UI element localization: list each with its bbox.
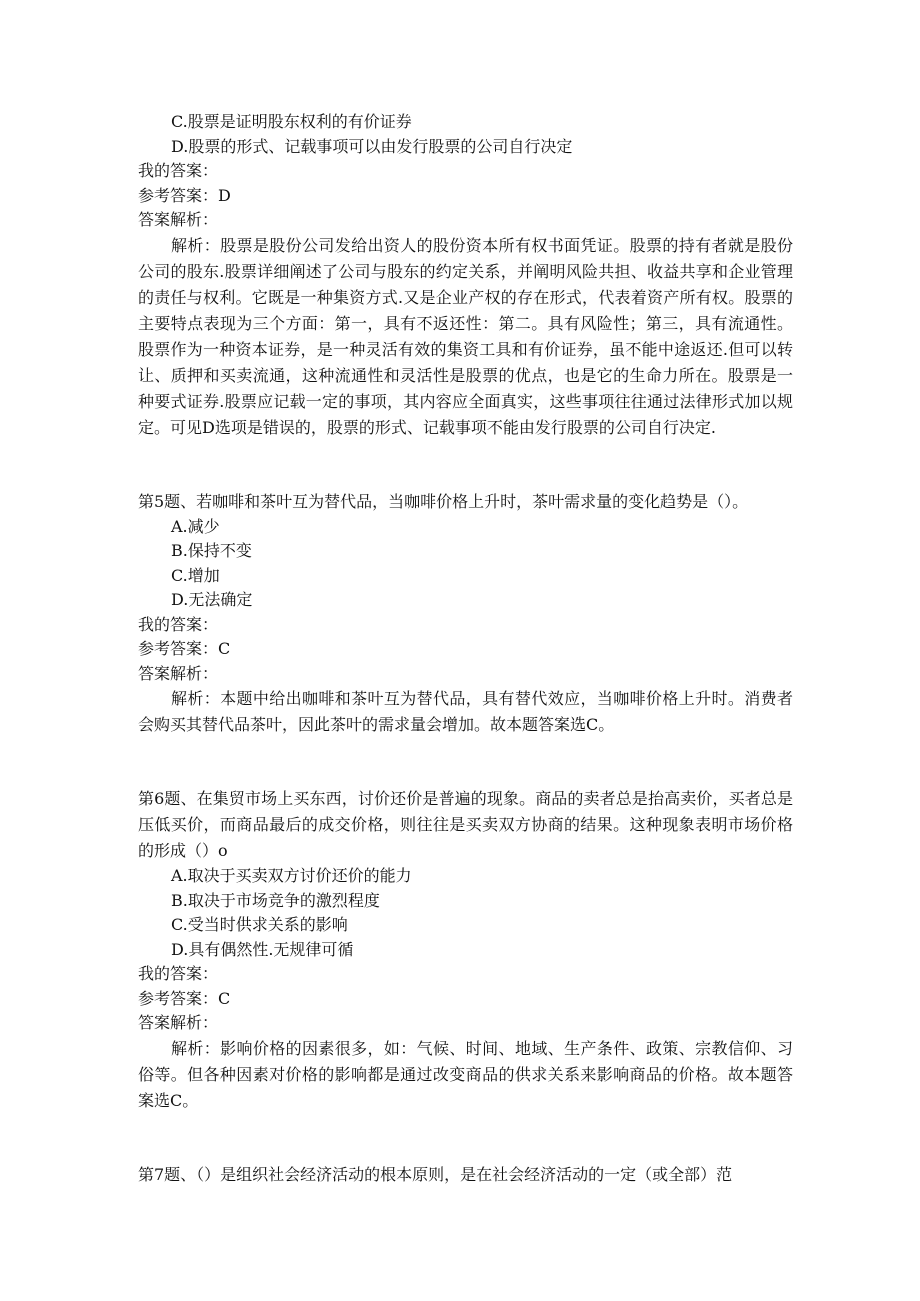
question-4-block [138, 110, 793, 441]
q5-explanation-label: 答案解析： [138, 663, 219, 683]
q5-option-b: B.保持不变 [171, 541, 252, 560]
q4-explanation-label: 答案解析： [138, 210, 219, 229]
q7-question: 第7题、（）是组织社会经济活动的根本原则，是在社会经济活动的一定（或全部）范 [138, 1164, 733, 1184]
q5-option-d: D.无法确定 [171, 590, 253, 609]
spacer [138, 1114, 793, 1162]
q6-explanation-label: 答案解析： [138, 1013, 219, 1032]
spacer [138, 441, 793, 489]
q4-option-d: D.股票的形式、记载事项可以由发行股票的公司自行决定 [171, 136, 573, 156]
document-page [138, 110, 793, 1188]
q6-option-a: A.取决于买卖双方讨价还价的能力 [171, 866, 412, 885]
question-7-block [138, 1162, 793, 1188]
q6-question: 第6题、在集贸市场上买东西，讨价还价是普遍的现象。商品的卖者总是抬高卖价，买者总是压低买价，而商品最后的成交价格，则往往是买卖双方协商的结果。这种现象表明市场价格的形成（）o [138, 789, 793, 860]
q6-explanation: 解析：影响价格的因素很多，如：气候、时间、地域、生产条件、政策、宗教信仰、习俗等。但各种因素对价格的影响都是通过改变商品的供求关系来影响商品的价格。故本题答案选C。 [138, 1038, 793, 1110]
q6-option-b: B.取决于市场竞争的激烈程度 [171, 890, 380, 910]
q5-option-c: C.增加 [171, 565, 220, 585]
q5-my-answer: 我的答案： [138, 614, 219, 634]
q4-reference-answer: 参考答案：D [138, 185, 231, 205]
q5-explanation: 解析：本题中给出咖啡和茶叶互为替代品，具有替代效应，当咖啡价格上升时。消费者会购买其替代品茶叶，因此茶叶的需求量会增加。故本题答案选C。 [138, 689, 793, 734]
q4-option-c: C.股票是证明股东权利的有价证券 [171, 112, 412, 131]
q5-reference-answer: 参考答案：C [138, 639, 231, 658]
q5-question: 第5题、若咖啡和茶叶互为替代品，当咖啡价格上升时，茶叶需求量的变化趋势是（）。 [138, 491, 749, 511]
q5-option-a: A.减少 [171, 516, 220, 536]
question-5-block [138, 489, 793, 739]
q4-explanation: 解析：股票是股份公司发给出资人的股份资本所有权书面凭证。股票的持有者就是股份公司的股东.股票详细阐述了公司与股东的约定关系，并阐明风险共担、收益共享和企业管理的责任与权利。它既是一种集资方式.又是企业产权的存在形式，代表着资产所有权。股票的主要特点表现为三个方面：第一，具有不返还性：第二。具有风险性；第三，具有流通性。股票作为一种资本证券，是一种灵活有效的集资工具和有价证券，虽不能中途返还.但可以转让、质押和买卖流通，这种流通性和灵活性是股票的优点，也是它的生命力所在。股票是一种要式证券.股票应记载一定的事项，其内容应全面真实，这些事项往往通过法律形式加以规定。可见D选项是错误的，股票的形式、记载事项不能由发行股票的公司自行决定. [138, 235, 793, 437]
q6-option-d: D.具有偶然性.无规律可循 [171, 939, 354, 959]
q6-reference-answer: 参考答案：C [138, 988, 231, 1008]
q6-my-answer: 我的答案： [138, 964, 219, 983]
q6-option-c: C.受当时供求关系的影响 [171, 915, 348, 934]
question-6-block [138, 786, 793, 1114]
spacer [138, 738, 793, 786]
q4-my-answer: 我的答案： [138, 161, 219, 180]
